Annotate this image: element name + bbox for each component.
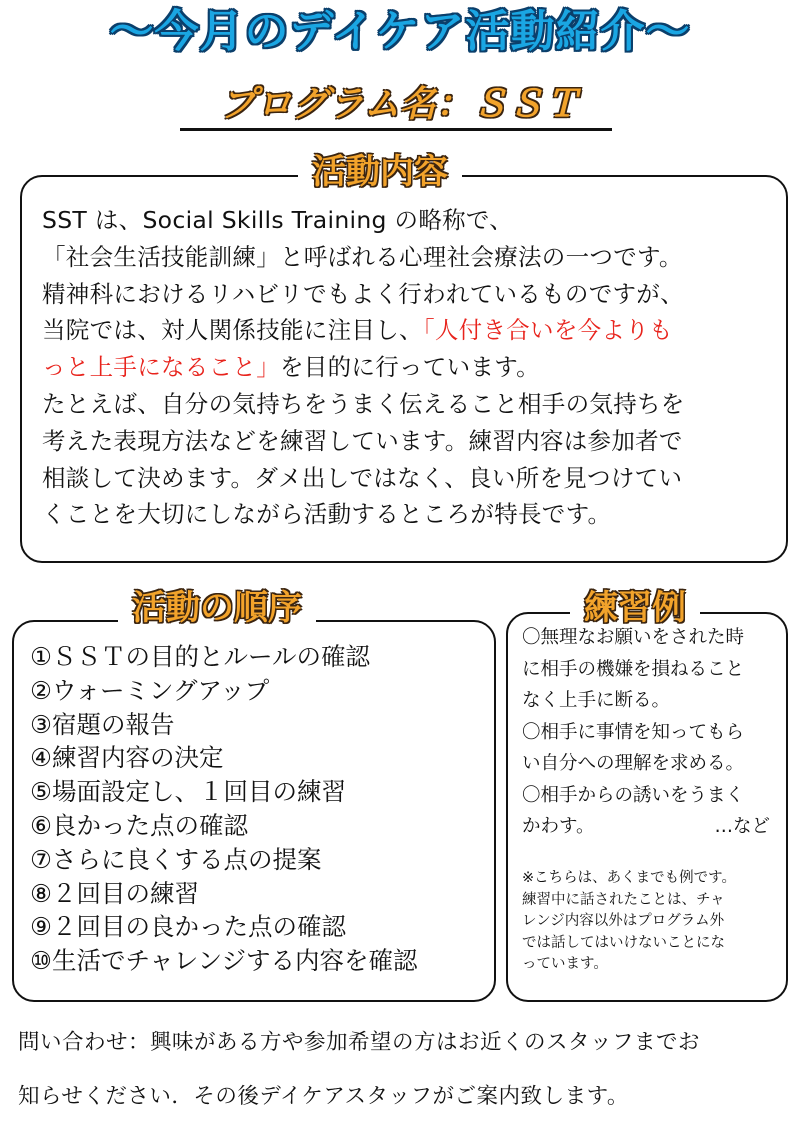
activity-line: [42, 312, 782, 349]
practice-note-line: ※こちらは、あくまでも例です。: [522, 870, 736, 886]
practice-line: 〇相手に事情を知ってもら: [522, 721, 745, 743]
practice-note: [522, 868, 784, 976]
activity-line-part: を目的に行っています。: [280, 353, 540, 382]
practice-line: なく上手に断る。: [522, 690, 671, 711]
activity-text: [42, 202, 782, 533]
activity-line: 精神科におけるリハビリでもよく行われているものですが、: [42, 279, 684, 308]
practice-text: [522, 622, 784, 843]
order-item: ⑤場面設定し、１回目の練習: [30, 777, 346, 807]
practice-etc: …など: [714, 816, 770, 837]
practice-line: い自分への理解を求める。: [522, 753, 745, 774]
practice-line: かわす。: [522, 816, 595, 837]
activity-line: 相談して決めます。ダメ出しではなく、良い所を見つけてい: [42, 463, 683, 492]
order-item: ⑥良かった点の確認: [30, 810, 248, 840]
activity-highlight: っと上手になること」: [42, 353, 280, 382]
activity-line: たとえば、自分の気持ちをうまく伝えること相手の気持ちを: [42, 389, 685, 418]
practice-heading: 練習例: [570, 586, 700, 630]
contact-info: [18, 1016, 788, 1124]
contact-line: 問い合わせ：興味がある方や参加希望の方はお近くのスタッフまでお: [18, 1030, 701, 1055]
activity-line: [42, 349, 782, 386]
order-item: ⑩生活でチャレンジする内容を確認: [30, 946, 418, 976]
activity-highlight: 「人付き合いを今よりも: [422, 316, 673, 345]
practice-note-line: っています。: [522, 956, 608, 972]
order-item: ②ウォーミングアップ: [30, 675, 270, 705]
activity-line-part: 当院では、対人関係技能に注目し、: [42, 316, 423, 345]
activity-line: SST は、Social Skills Training の略称で、: [42, 206, 514, 234]
order-item: ④練習内容の決定: [30, 743, 224, 773]
order-item: ①ＳＳＴの目的とルールの確認: [30, 642, 370, 671]
practice-note-line: 練習中に話されたことは、チャ: [522, 891, 725, 908]
activity-line: くことを大切にしながら活動するところが特長です。: [42, 500, 612, 529]
activity-line: 考えた表現方法などを練習しています。練習内容は参加者で: [42, 426, 683, 455]
activity-heading: 活動内容: [298, 150, 462, 194]
activity-line: 「社会生活技能訓練」と呼ばれる心理社会療法の一つです。: [42, 242, 683, 271]
program-underline: [180, 128, 612, 131]
practice-note-line: レンジ内容以外はプログラム外: [522, 913, 725, 929]
page-title: 〜今月のデイケア活動紹介〜: [109, 6, 691, 57]
practice-note-line: では話してはいけないことにな: [522, 934, 725, 951]
practice-line: 〇相手からの誘いをうまく: [522, 784, 745, 806]
order-item: ③宿題の報告: [30, 709, 175, 739]
order-heading: 活動の順序: [118, 586, 316, 630]
order-item: ⑧２回目の練習: [30, 878, 199, 908]
order-list: [30, 640, 490, 978]
order-item: ⑨２回目の良かった点の確認: [30, 912, 346, 942]
program-name: プログラム名：ＳＳＴ: [220, 84, 580, 125]
order-item: ⑦さらに良くする点の提案: [30, 844, 322, 874]
contact-line: 知らせください．その後デイケアスタッフがご案内致します。: [18, 1084, 629, 1109]
practice-line: 〇無理なお願いをされた時: [522, 627, 745, 648]
practice-line: に相手の機嫌を損ねること: [522, 658, 745, 680]
